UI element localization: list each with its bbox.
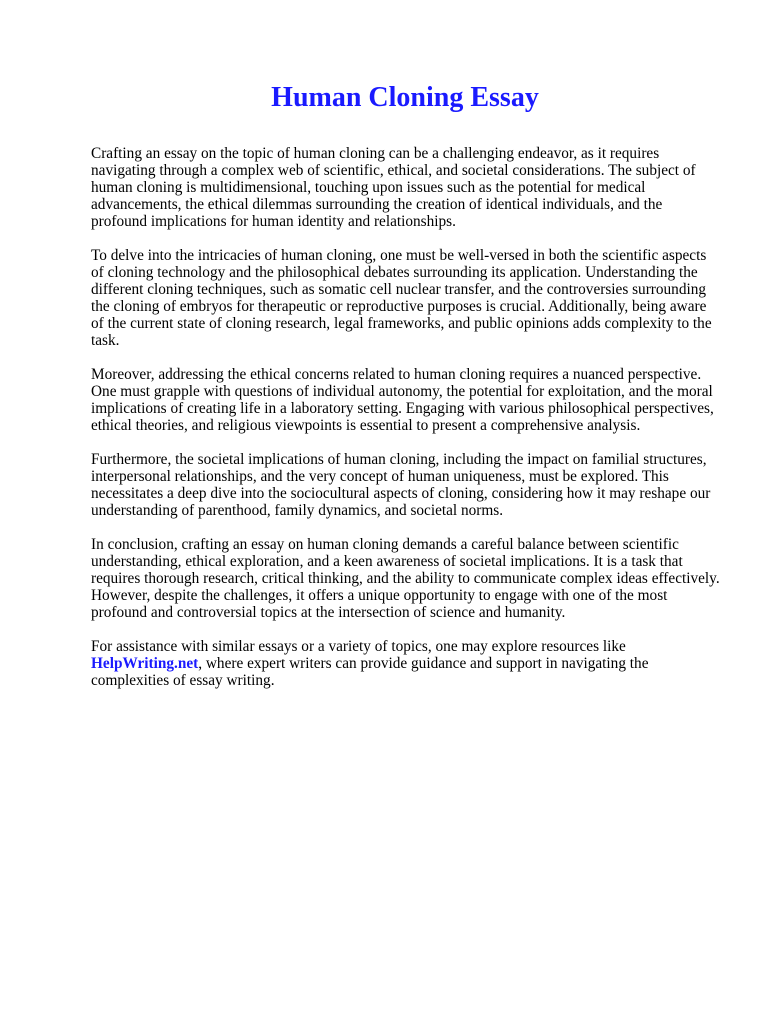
paragraph-4: Furthermore, the societal implications of human cloning, including the impact on familial structures, interpersonal relationships, and the very concept of human uniqueness, must be explored. This necessitates a deep dive into the sociocultural aspects of cloning, considering how it may reshape our understanding of parenthood, family dynamics, and societal norms. [91,451,711,519]
paragraph-3: Moreover, addressing the ethical concerns related to human cloning requires a nuanced perspective. One must grapple with questions of individual autonomy, the potential for exploitation, and the moral implications of creating life in a laboratory setting. Engaging with various philosophical perspectives, ethical theories, and religious viewpoints is essential to present a comprehensive analysis. [91,366,714,434]
closing-text-before-link: For assistance with similar essays or a variety of topics, one may explore resources like [91,638,626,655]
paragraph-2: To delve into the intricacies of human cloning, one must be well-versed in both the scientific aspects of cloning technology and the philosophical debates surrounding its application. Understanding the different cloning techniques, such as somatic cell nuclear transfer, and the controversies surrounding the cloning of embryos for therapeutic or reproductive purposes is crucial. Additionally, being aware of the current state of cloning research, legal frameworks, and public opinions adds complexity to the task. [91,247,712,349]
essay-body [91,145,721,706]
paragraph-5: In conclusion, crafting an essay on human cloning demands a careful balance between scientific understanding, ethical exploration, and a keen awareness of societal implications. It is a task that requires thorough research, critical thinking, and the ability to communicate complex ideas effectively. However, despite the challenges, it offers a unique opportunity to engage with one of the most profound and controversial topics at the intersection of science and humanity. [91,536,720,621]
closing-text-after-link: , where expert writers can provide guidance and support in navigating the complexities of essay writing. [91,655,649,689]
helpwriting-link[interactable]: HelpWriting.net [91,655,199,672]
paragraph-1: Crafting an essay on the topic of human cloning can be a challenging endeavor, as it requires navigating through a complex web of scientific, ethical, and societal considerations. The subject of human cloning is multidimensional, touching upon issues such as the potential for medical advancements, the ethical dilemmas surrounding the creation of identical individuals, and the profound implications for human identity and relationships. [91,145,696,230]
page-title: Human Cloning Essay [271,82,539,113]
closing-paragraph [91,638,721,689]
